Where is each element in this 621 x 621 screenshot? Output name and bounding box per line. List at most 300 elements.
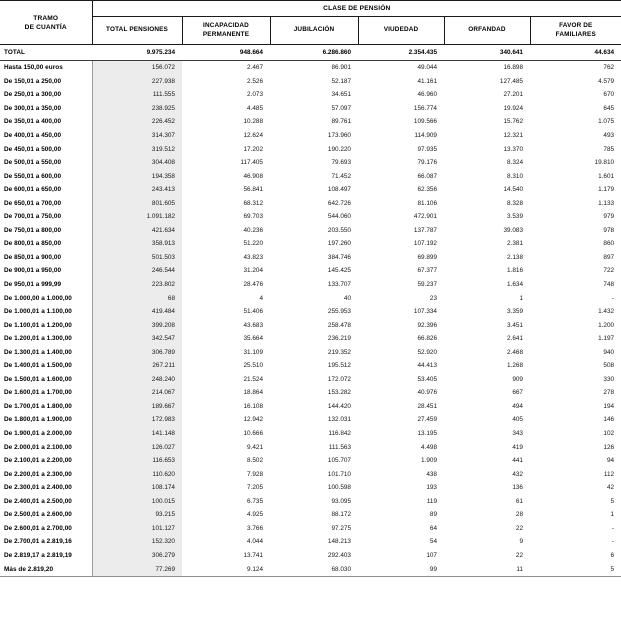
cell-orfandad: 136 — [512, 484, 523, 492]
cell-viudedad: 66.826 — [417, 335, 437, 343]
cell-total_pensiones: 93.215 — [92, 508, 182, 522]
cell-incapacidad_permanente: 35.664 — [243, 335, 263, 343]
cell-favor_familiares: - — [611, 294, 615, 302]
column-header-favor-line2: FAMILIARES — [555, 30, 596, 38]
cell-total_pensiones: 223.802 — [92, 278, 182, 292]
cell-total_pensiones: 108.174 — [92, 481, 182, 495]
table-row — [0, 156, 621, 170]
cell-jubilacion: 203.550 — [327, 226, 351, 234]
cell-favor_familiares: 5 — [530, 562, 621, 576]
cell-orfandad: 3.451 — [507, 321, 523, 329]
cell-favor_familiares: - — [611, 524, 615, 532]
cell-total_pensiones: 68 — [92, 291, 182, 305]
row-label-tramo: De 1.800,01 a 1.900,00 — [0, 413, 92, 427]
cell-viudedad: 156.774 — [413, 104, 437, 112]
cell-incapacidad_permanente: 43.683 — [243, 321, 263, 329]
cell-favor_familiares: 6 — [610, 551, 615, 559]
table-row — [0, 61, 621, 75]
cell-total_pensiones: 399.208 — [92, 318, 182, 332]
row-label-tramo: De 500,01 a 550,00 — [0, 156, 92, 170]
column-header-incapacidad-line2: PERMANENTE — [202, 30, 250, 38]
cell-total_pensiones: 141.148 — [92, 427, 182, 441]
cell-orfandad: 2.641 — [507, 335, 523, 343]
cell-viudedad: 107 — [426, 551, 437, 559]
cell-incapacidad_permanente: 51.406 — [243, 308, 263, 316]
cell-incapacidad_permanente: 6.735 — [247, 497, 263, 505]
cell-viudedad: 137.787 — [413, 226, 437, 234]
cell-orfandad: 441 — [512, 457, 523, 465]
table-row — [0, 481, 621, 495]
cell-incapacidad_permanente: 21.524 — [243, 375, 263, 383]
cell-viudedad: 97.935 — [417, 145, 437, 153]
cell-incapacidad_permanente: 4 — [259, 294, 263, 302]
row-label-tramo: De 1.200,01 a 1.300,00 — [0, 332, 92, 346]
cell-favor_familiares: 748 — [603, 281, 615, 289]
table-row — [0, 305, 621, 319]
cell-favor_familiares: 112 — [603, 470, 615, 478]
column-header-total-pensiones-label: TOTAL PENSIONES — [106, 26, 168, 34]
cell-jubilacion: 34.651 — [331, 91, 351, 99]
table-row — [0, 562, 621, 576]
cell-jubilacion: 111.563 — [328, 443, 351, 451]
table-row — [0, 454, 621, 468]
cell-jubilacion: 68.030 — [270, 562, 358, 576]
cell-jubilacion: 86.901 — [331, 64, 351, 72]
column-header-orfandad — [444, 17, 530, 45]
cell-favor_familiares: 126 — [603, 443, 615, 451]
cell-orfandad: 2.381 — [507, 240, 523, 248]
row-label-tramo: De 1.900,01 a 2.000,00 — [0, 427, 92, 441]
cell-total_pensiones: 126.027 — [92, 440, 182, 454]
column-header-viudedad-label: VIUDEDAD — [383, 26, 419, 34]
cell-jubilacion: 133.707 — [327, 281, 351, 289]
column-header-jubilacion — [270, 17, 358, 45]
cell-viudedad: 2.354.435 — [358, 45, 444, 61]
table-row — [0, 129, 621, 143]
cell-jubilacion: 79.693 — [331, 159, 351, 167]
cell-viudedad: 13.195 — [417, 430, 437, 438]
cell-favor_familiares: 1 — [610, 511, 615, 519]
cell-orfandad: 8.324 — [507, 159, 523, 167]
cell-jubilacion: 6.286.860 — [270, 45, 358, 61]
cell-jubilacion: 197.260 — [327, 240, 351, 248]
cell-jubilacion: 642.726 — [327, 199, 351, 207]
cell-total_pensiones: 243.413 — [92, 183, 182, 197]
cell-total_pensiones: 306.789 — [92, 345, 182, 359]
cell-total_pensiones: 227.938 — [92, 75, 182, 89]
cell-incapacidad_permanente: 948.664 — [182, 45, 270, 61]
cell-incapacidad_permanente: 7.928 — [247, 470, 263, 478]
cell-incapacidad_permanente: 40.236 — [243, 226, 263, 234]
table-header — [0, 1, 621, 45]
cell-total_pensiones: 238.925 — [92, 102, 182, 116]
cell-orfandad: 19.924 — [503, 104, 523, 112]
table-row — [0, 318, 621, 332]
cell-orfandad: 22 — [515, 551, 523, 559]
table-row — [0, 183, 621, 197]
cell-viudedad: 64 — [429, 524, 437, 532]
cell-jubilacion: 105.707 — [327, 457, 351, 465]
cell-incapacidad_permanente: 2.467 — [247, 64, 263, 72]
cell-viudedad: 107.192 — [413, 240, 437, 248]
row-label-tramo: De 2.500,01 a 2.600,00 — [0, 508, 92, 522]
cell-incapacidad_permanente: 51.220 — [243, 240, 263, 248]
cell-orfandad: 8.310 — [507, 172, 523, 180]
table-row — [0, 291, 621, 305]
row-label-tramo: De 1.000,01 a 1.100,00 — [0, 305, 92, 319]
cell-jubilacion: 384.746 — [327, 253, 351, 261]
column-header-incapacidad-permanente — [182, 17, 270, 45]
cell-total_pensiones: 194.358 — [92, 169, 182, 183]
cell-incapacidad_permanente: 12.942 — [243, 416, 263, 424]
table-row — [0, 467, 621, 481]
column-group-header-clase-de-pension: CLASE DE PENSIÓN — [92, 1, 621, 17]
cell-incapacidad_permanente: 8.502 — [247, 457, 263, 465]
cell-favor_familiares: 493 — [603, 132, 615, 139]
row-label-tramo: De 250,01 a 300,00 — [0, 88, 92, 102]
cell-orfandad: 14.540 — [503, 186, 523, 194]
cell-jubilacion: 145.425 — [327, 267, 351, 275]
cell-incapacidad_permanente: 46.908 — [243, 172, 263, 180]
cell-viudedad: 119 — [426, 497, 437, 505]
cell-favor_familiares: 4.579 — [598, 77, 615, 85]
cell-total_pensiones: 419.484 — [92, 305, 182, 319]
cell-jubilacion: 101.710 — [327, 470, 351, 478]
tramo-header-line1: TRAMO — [33, 14, 59, 22]
row-label-tramo: De 400,01 a 450,00 — [0, 129, 92, 143]
table-row — [0, 142, 621, 156]
cell-total_pensiones: 501.503 — [92, 251, 182, 265]
cell-viudedad: 44.413 — [417, 362, 437, 370]
cell-incapacidad_permanente: 4.485 — [247, 104, 263, 112]
cell-orfandad: 2.138 — [507, 253, 523, 261]
cell-total_pensiones: 226.452 — [92, 115, 182, 129]
cell-jubilacion: 97.275 — [331, 524, 351, 532]
cell-favor_familiares: 330 — [603, 375, 615, 383]
table-row — [0, 522, 621, 536]
cell-viudedad: 23 — [429, 294, 437, 302]
cell-orfandad: 27.201 — [503, 91, 523, 99]
row-label-tramo: De 550,01 a 600,00 — [0, 169, 92, 183]
cell-favor_familiares: 978 — [603, 226, 615, 234]
table-row — [0, 75, 621, 89]
cell-jubilacion: 236.219 — [327, 335, 351, 343]
cell-viudedad: 89 — [429, 511, 437, 519]
cell-orfandad: 15.762 — [503, 118, 523, 126]
column-header-total-pensiones — [92, 17, 182, 45]
column-header-incapacidad-line1: INCAPACIDAD — [203, 22, 249, 30]
table-row — [0, 115, 621, 129]
cell-orfandad: 1.816 — [507, 267, 523, 275]
cell-favor_familiares: 146 — [603, 416, 615, 424]
cell-favor_familiares: 5 — [610, 497, 615, 505]
cell-orfandad: 16.898 — [503, 64, 523, 72]
table-row — [0, 224, 621, 238]
table-row — [0, 278, 621, 292]
cell-viudedad: 62.356 — [417, 186, 437, 194]
cell-incapacidad_permanente: 18.864 — [243, 389, 263, 397]
table-row — [0, 169, 621, 183]
cell-orfandad: 2.468 — [507, 348, 523, 356]
cell-incapacidad_permanente: 2.526 — [247, 77, 263, 85]
cell-orfandad: 1.268 — [507, 362, 523, 370]
tramo-header-line2: DE CUANTÍA — [24, 23, 67, 31]
cell-incapacidad_permanente: 117.405 — [240, 159, 263, 167]
cell-incapacidad_permanente: 12.624 — [243, 132, 263, 139]
cell-total_pensiones: 9.975.234 — [92, 45, 182, 61]
cell-favor_familiares: 508 — [603, 362, 615, 370]
cell-viudedad: 438 — [426, 470, 437, 478]
cell-viudedad: 59.237 — [417, 281, 437, 289]
row-label-tramo: De 1.500,01 a 1.600,00 — [0, 373, 92, 387]
cell-viudedad: 40.976 — [417, 389, 437, 397]
cell-jubilacion: 132.031 — [327, 416, 351, 424]
row-label-tramo: De 800,01 a 850,00 — [0, 237, 92, 251]
cell-favor_familiares: 194 — [603, 402, 615, 410]
cell-favor_familiares: 42 — [606, 484, 615, 492]
cell-jubilacion: 544.060 — [327, 213, 351, 221]
cell-favor_familiares: 1.179 — [598, 186, 615, 194]
cell-viudedad: 472.901 — [413, 213, 437, 221]
cell-incapacidad_permanente: 16.108 — [243, 402, 263, 410]
cell-favor_familiares: 897 — [603, 253, 615, 261]
cell-orfandad: 340.641 — [444, 45, 530, 61]
cell-viudedad: 67.377 — [417, 267, 437, 275]
cell-orfandad: 13.370 — [503, 145, 523, 153]
cell-viudedad: 41.161 — [417, 77, 437, 85]
row-label-tramo: De 2.000,01 a 2.100,00 — [0, 440, 92, 454]
cell-total_pensiones: 801.605 — [92, 196, 182, 210]
cell-viudedad: 4.498 — [421, 443, 437, 451]
table-row — [0, 210, 621, 224]
cell-favor_familiares: 860 — [603, 240, 615, 248]
table-row — [0, 508, 621, 522]
table-row — [0, 332, 621, 346]
cell-favor_familiares: 1.133 — [598, 199, 615, 207]
cell-total_pensiones: 306.279 — [92, 549, 182, 563]
cell-total_pensiones: 421.634 — [92, 224, 182, 238]
cell-jubilacion: 93.095 — [331, 497, 351, 505]
table-row — [0, 264, 621, 278]
cell-favor_familiares: 670 — [603, 91, 615, 99]
cell-viudedad: 107.334 — [413, 308, 437, 316]
cell-total_pensiones: 110.620 — [92, 467, 182, 481]
cell-total_pensiones: 101.127 — [92, 522, 182, 536]
cell-favor_familiares: 94 — [606, 457, 615, 465]
cell-orfandad: 1.634 — [507, 281, 523, 289]
cell-jubilacion: 153.282 — [327, 389, 351, 397]
cell-viudedad: 99 — [358, 562, 444, 576]
cell-jubilacion: 172.072 — [327, 375, 351, 383]
cell-total_pensiones: 156.072 — [92, 61, 182, 75]
cell-incapacidad_permanente: 68.312 — [243, 199, 263, 207]
cell-favor_familiares: 278 — [603, 389, 615, 397]
cell-total_pensiones: 116.653 — [92, 454, 182, 468]
cell-incapacidad_permanente: 31.109 — [243, 348, 263, 356]
table-body — [0, 45, 621, 577]
cell-total_pensiones: 314.307 — [92, 129, 182, 143]
table-row — [0, 102, 621, 116]
row-label-tramo: De 900,01 a 950,00 — [0, 264, 92, 278]
cell-total_pensiones: 246.544 — [92, 264, 182, 278]
cell-viudedad: 28.451 — [417, 402, 437, 410]
row-label-tramo: De 300,01 a 350,00 — [0, 102, 92, 116]
cell-incapacidad_permanente: 25.510 — [243, 362, 263, 370]
cell-orfandad: 343 — [512, 430, 523, 438]
column-header-orfandad-label: ORFANDAD — [468, 26, 506, 34]
row-label-tramo: De 1.700,01 a 1.800,00 — [0, 400, 92, 414]
cell-favor_familiares: 940 — [603, 348, 615, 356]
cell-favor_familiares: 785 — [603, 145, 615, 153]
table-row — [0, 440, 621, 454]
cell-orfandad: 39.083 — [503, 226, 523, 234]
cell-jubilacion: 255.953 — [327, 308, 351, 316]
header-row-columns — [0, 17, 621, 45]
cell-total_pensiones: 1.091.182 — [92, 210, 182, 224]
table-row — [0, 386, 621, 400]
row-label-tramo: De 2.300,01 a 2.400,00 — [0, 481, 92, 495]
cell-favor_familiares: 1.075 — [598, 118, 615, 126]
row-label-tramo: De 1.300,01 a 1.400,00 — [0, 345, 92, 359]
column-header-tramo-de-cuantia — [0, 1, 92, 45]
table-row — [0, 549, 621, 563]
row-label-tramo: De 1.000,00 a 1.000,00 — [0, 291, 92, 305]
cell-favor_familiares: 1.197 — [598, 335, 615, 343]
cell-viudedad: 193 — [426, 484, 437, 492]
column-header-jubilacion-label: JUBILACIÓN — [293, 26, 335, 34]
cell-favor_familiares: 762 — [603, 64, 615, 72]
cell-jubilacion: 173.960 — [327, 132, 351, 139]
cell-viudedad: 53.405 — [417, 375, 437, 383]
column-header-favor-de-familiares — [530, 17, 621, 45]
cell-total_pensiones: 100.015 — [92, 495, 182, 509]
cell-viudedad: 92.396 — [417, 321, 437, 329]
cell-favor_familiares: 44.634 — [530, 45, 621, 61]
cell-jubilacion: 100.598 — [327, 484, 351, 492]
cell-jubilacion: 40 — [343, 294, 351, 302]
cell-orfandad: 419 — [512, 443, 523, 451]
cell-incapacidad_permanente: 2.073 — [247, 91, 263, 99]
total-row-label: TOTAL — [0, 45, 92, 61]
cell-viudedad: 54 — [429, 538, 437, 546]
cell-incapacidad_permanente: 3.766 — [247, 524, 263, 532]
row-label-tramo: De 2.100,01 a 2.200,00 — [0, 454, 92, 468]
table-row — [0, 359, 621, 373]
cell-orfandad: 9 — [519, 538, 523, 546]
cell-incapacidad_permanente: 10.288 — [243, 118, 263, 126]
cell-viudedad: 114.909 — [414, 132, 437, 139]
cell-favor_familiares: 722 — [603, 267, 615, 275]
cell-total_pensiones: 358.913 — [92, 237, 182, 251]
row-label-tramo: Más de 2.819,20 — [0, 562, 92, 576]
cell-incapacidad_permanente: 9.124 — [182, 562, 270, 576]
table-row — [0, 413, 621, 427]
table-row — [0, 345, 621, 359]
row-label-tramo: De 2.819,17 a 2.819,19 — [0, 549, 92, 563]
cell-orfandad: 22 — [515, 524, 523, 532]
table-row — [0, 237, 621, 251]
cell-total_pensiones: 304.408 — [92, 156, 182, 170]
cell-orfandad: 1 — [519, 294, 523, 302]
cell-jubilacion: 148.213 — [327, 538, 351, 546]
cell-viudedad: 49.044 — [417, 64, 437, 72]
cell-jubilacion: 195.512 — [327, 362, 351, 370]
cell-total_pensiones: 189.667 — [92, 400, 182, 414]
cell-total_pensiones: 172.983 — [92, 413, 182, 427]
table-row — [0, 88, 621, 102]
cell-orfandad: 494 — [512, 402, 523, 410]
cell-viudedad: 69.899 — [417, 253, 437, 261]
cell-viudedad: 52.920 — [417, 348, 437, 356]
cell-incapacidad_permanente: 10.666 — [243, 430, 263, 438]
table-row — [0, 251, 621, 265]
cell-viudedad: 81.106 — [417, 199, 437, 207]
cell-favor_familiares: 102 — [603, 430, 615, 438]
cell-jubilacion: 190.220 — [327, 145, 351, 153]
cell-orfandad: 8.328 — [507, 199, 523, 207]
cell-orfandad: 12.321 — [503, 132, 523, 139]
row-label-tramo: De 2.200,01 a 2.300,00 — [0, 467, 92, 481]
row-label-tramo: De 750,01 a 800,00 — [0, 224, 92, 238]
cell-favor_familiares: 1.601 — [598, 172, 615, 180]
cell-favor_familiares: 645 — [603, 104, 615, 112]
row-label-tramo: De 2.400,01 a 2.500,00 — [0, 495, 92, 509]
cell-total_pensiones: 214.067 — [92, 386, 182, 400]
cell-total_pensiones: 111.555 — [92, 88, 182, 102]
table-row — [0, 373, 621, 387]
row-label-tramo: De 2.600,01 a 2.700,00 — [0, 522, 92, 536]
row-label-tramo: De 650,01 a 700,00 — [0, 196, 92, 210]
row-label-tramo: De 1.400,01 a 1.500,00 — [0, 359, 92, 373]
cell-jubilacion: 292.403 — [327, 551, 351, 559]
table-row — [0, 427, 621, 441]
row-label-tramo: De 2.700,01 a 2.819,16 — [0, 535, 92, 549]
cell-jubilacion: 57.097 — [331, 104, 351, 112]
cell-total_pensiones: 152.320 — [92, 535, 182, 549]
header-row-group — [0, 1, 621, 17]
cell-total_pensiones: 342.547 — [92, 332, 182, 346]
cell-incapacidad_permanente: 43.823 — [243, 253, 263, 261]
cell-incapacidad_permanente: 28.476 — [243, 281, 263, 289]
cell-favor_familiares: - — [611, 538, 615, 546]
cell-jubilacion: 89.761 — [331, 118, 351, 126]
cell-jubilacion: 88.172 — [331, 511, 351, 519]
column-header-viudedad — [358, 17, 444, 45]
table-row — [0, 196, 621, 210]
row-label-tramo: De 1.100,01 a 1.200,00 — [0, 318, 92, 332]
cell-incapacidad_permanente: 4.044 — [247, 538, 263, 546]
table-row — [0, 400, 621, 414]
cell-favor_familiares: 19.810 — [594, 159, 615, 167]
cell-viudedad: 109.566 — [413, 118, 437, 126]
cell-total_pensiones: 319.512 — [92, 142, 182, 156]
cell-incapacidad_permanente: 9.421 — [247, 443, 263, 451]
total-row — [0, 45, 621, 61]
cell-total_pensiones: 248.240 — [92, 373, 182, 387]
cell-orfandad: 909 — [512, 375, 523, 383]
cell-orfandad: 11 — [444, 562, 530, 576]
cell-orfandad: 667 — [512, 389, 523, 397]
cell-viudedad: 27.459 — [417, 416, 437, 424]
cell-orfandad: 405 — [512, 416, 523, 424]
row-label-tramo: De 350,01 a 400,00 — [0, 115, 92, 129]
row-label-tramo: De 450,01 a 500,00 — [0, 142, 92, 156]
cell-incapacidad_permanente: 56.841 — [243, 186, 263, 194]
cell-incapacidad_permanente: 4.925 — [247, 511, 263, 519]
table-row — [0, 535, 621, 549]
row-label-tramo: De 950,01 a 999,99 — [0, 278, 92, 292]
row-label-tramo: De 700,01 a 750,00 — [0, 210, 92, 224]
